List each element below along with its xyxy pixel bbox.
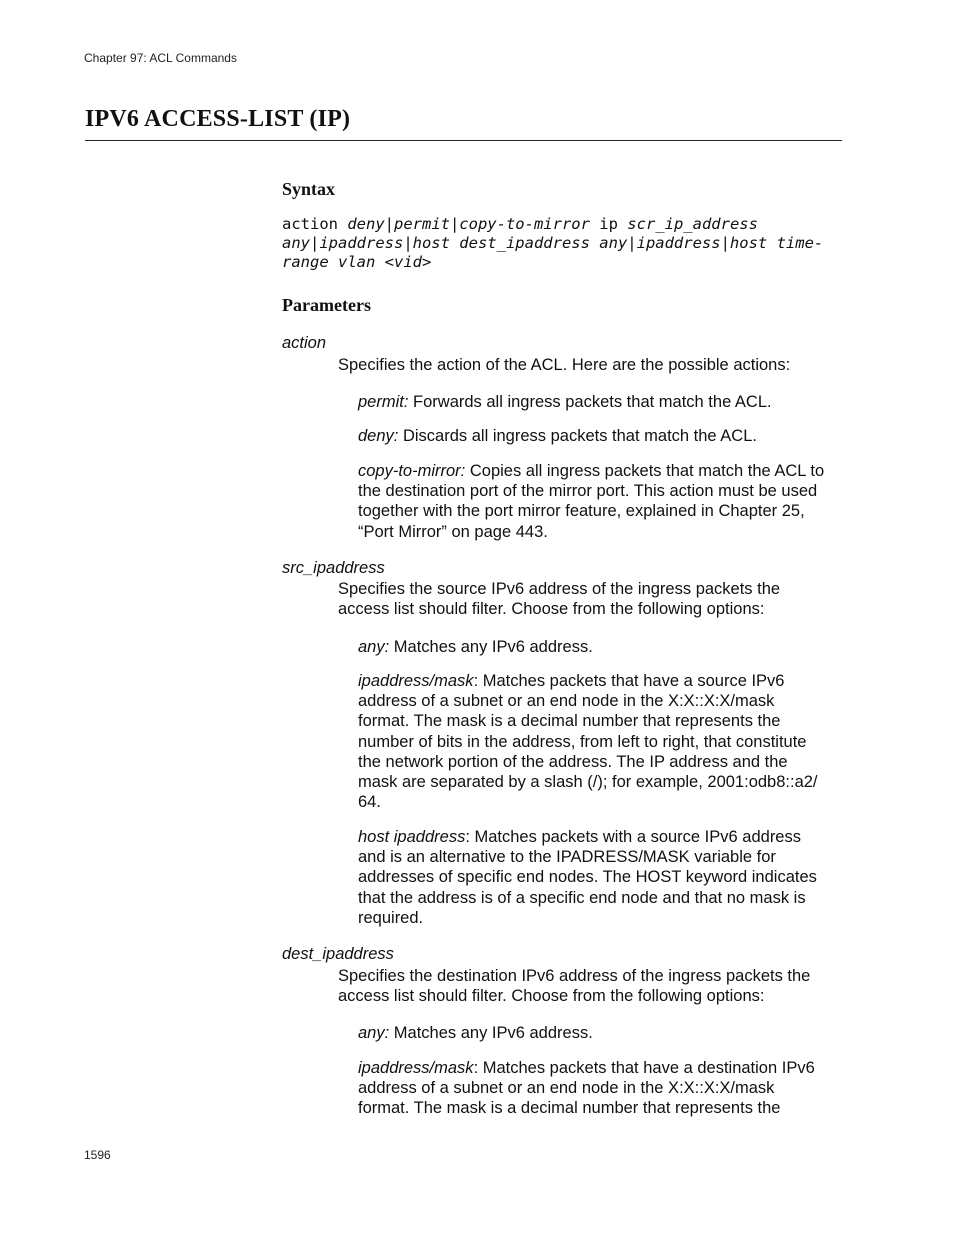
- param-term-action: action: [282, 334, 327, 352]
- option-text: the network portion of the address. The IP address and the: [358, 752, 788, 771]
- option-text: “Port Mirror” on page 443.: [358, 522, 548, 541]
- parameters-heading: Parameters: [282, 295, 371, 315]
- option-text: Forwards all ingress packets that match the ACL.: [408, 393, 772, 411]
- syntax-keyword-ip: ip: [589, 215, 628, 233]
- option-keyword: ipaddress/mask: [358, 672, 474, 690]
- option-text: 64.: [358, 793, 381, 812]
- option-text: Copies all ingress packets that match the ACL to: [465, 462, 825, 480]
- syntax-line-2: any|ipaddress|host dest_ipaddress any|ipaddress|host time-: [282, 234, 824, 253]
- option-keyword: any:: [358, 1024, 390, 1042]
- desc-line: Specifies the source IPv6 address of the ingress packets the: [338, 580, 781, 598]
- option-deny: [358, 426, 848, 446]
- option-text: together with the port mirror feature, explained in Chapter 25,: [358, 502, 805, 521]
- param-term-dest-ipaddress: dest_ipaddress: [282, 945, 394, 963]
- option-keyword: deny:: [358, 427, 399, 445]
- option-keyword: host ipaddress: [358, 828, 466, 846]
- syntax-line-1: [282, 215, 852, 234]
- option-src-host-ipaddress: [358, 827, 848, 928]
- desc-line: Specifies the destination IPv6 address of the ingress packets the: [338, 967, 811, 985]
- syntax-keyword-action: action: [282, 215, 348, 233]
- option-text: : Matches packets that have a source IPv6: [473, 672, 785, 690]
- syntax-src-param: scr_ip_address: [627, 215, 758, 233]
- desc-line: access list should filter. Choose from the following options:: [338, 987, 765, 1006]
- option-text: number of bits in the address, from left to right, that constitute: [358, 732, 807, 751]
- option-text: the destination port of the mirror port. This action must be used: [358, 482, 818, 501]
- page-number: 1596: [84, 1148, 111, 1162]
- option-text: that the address is of a specific end node and that no mask is: [358, 888, 806, 907]
- option-keyword: copy-to-mirror:: [358, 462, 466, 480]
- option-text: Matches any IPv6 address.: [389, 1024, 593, 1042]
- syntax-heading: Syntax: [282, 179, 336, 199]
- syntax-action-values: deny|permit|copy-to-mirror: [347, 215, 590, 233]
- option-text: Matches any IPv6 address.: [389, 638, 593, 656]
- title-rule: [85, 140, 842, 141]
- option-text: mask are separated by a slash (/); for example, 2001:odb8::a2/: [358, 773, 818, 792]
- page-title: IPV6 ACCESS-LIST (IP): [85, 106, 351, 132]
- param-desc-action: Specifies the action of the ACL. Here are the possible actions:: [338, 356, 791, 374]
- option-keyword: ipaddress/mask: [358, 1059, 474, 1077]
- option-keyword: permit:: [358, 393, 409, 411]
- option-text: required.: [358, 908, 424, 927]
- option-text: Discards all ingress packets that match the ACL.: [398, 427, 757, 445]
- option-src-any: [358, 637, 848, 657]
- option-copy-to-mirror: [358, 461, 848, 542]
- option-text: : Matches packets that have a destination IPv6: [473, 1059, 815, 1077]
- syntax-line-3: range vlan <vid>: [282, 253, 432, 272]
- option-text: format. The mask is a decimal number that represents the: [358, 1099, 781, 1118]
- option-text: : Matches packets with a source IPv6 address: [465, 828, 801, 846]
- option-text: address of a subnet or an end node in the X:X::X:X/mask: [358, 1079, 775, 1098]
- option-src-ipaddress-mask: [358, 671, 848, 812]
- option-dest-ipaddress-mask: [358, 1058, 848, 1119]
- option-text: format. The mask is a decimal number that represents the: [358, 712, 781, 731]
- option-text: addresses of specific end nodes. The HOST keyword indicates: [358, 868, 817, 887]
- option-text: and is an alternative to the IPADRESS/MASK variable for: [358, 848, 776, 867]
- running-header: Chapter 97: ACL Commands: [84, 51, 237, 65]
- desc-line: access list should filter. Choose from the following options:: [338, 600, 765, 619]
- option-permit: [358, 392, 848, 412]
- option-dest-any: [358, 1023, 848, 1043]
- param-desc-src-ipaddress: [338, 579, 848, 619]
- param-term-src-ipaddress: src_ipaddress: [282, 559, 385, 577]
- option-text: address of a subnet or an end node in the X:X::X:X/mask: [358, 692, 775, 711]
- option-keyword: any:: [358, 638, 390, 656]
- param-desc-dest-ipaddress: [338, 966, 848, 1006]
- syntax-block: [282, 215, 852, 273]
